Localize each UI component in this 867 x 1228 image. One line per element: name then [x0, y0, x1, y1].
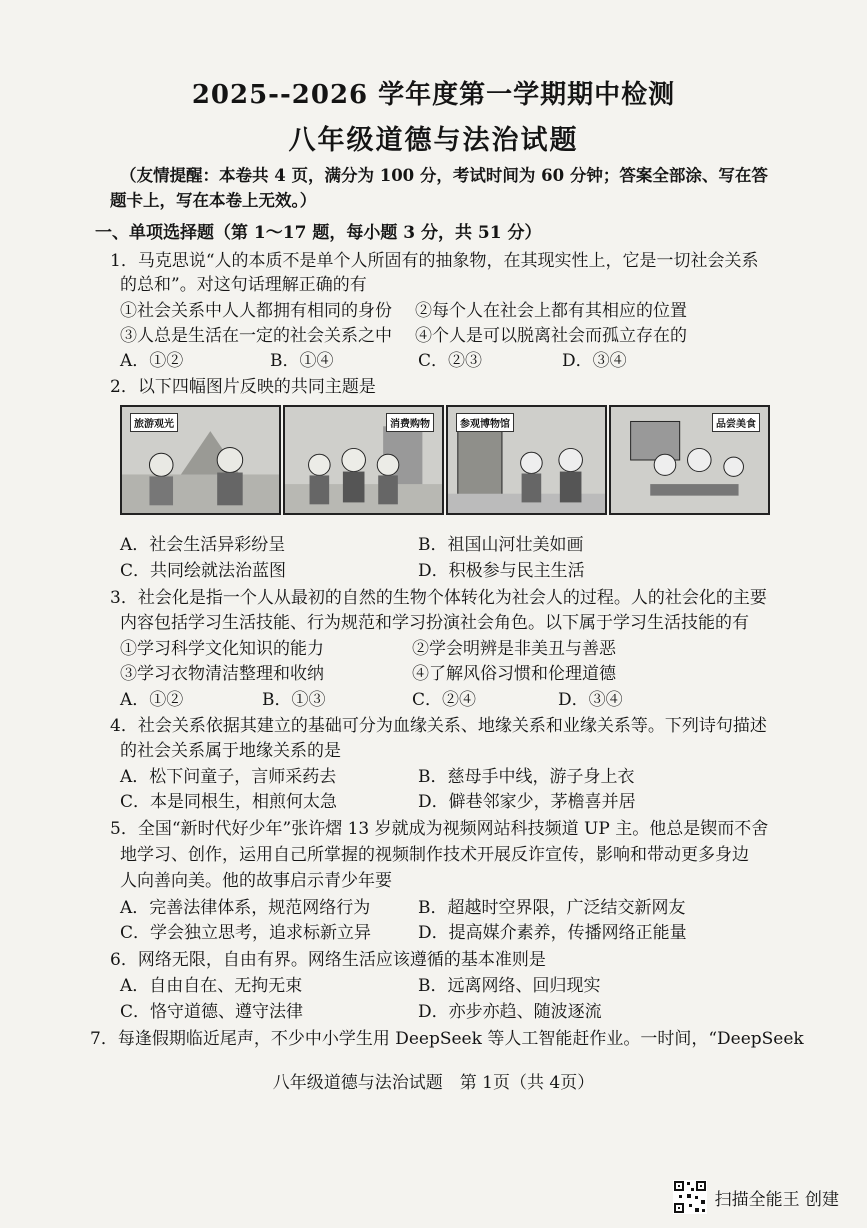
q1-option-b: B．①④ — [270, 351, 334, 371]
q3-stem-line1: 3．社会化是指一个人从最初的自然的生物个体转化为社会人的过程。人的社会化的主要 — [110, 588, 767, 608]
q5-stem-line3: 人向善向美。他的故事启示青少年要 — [120, 871, 392, 891]
q5-option-d: D．提高媒介素养，传播网络正能量 — [418, 923, 687, 943]
q2-picture-3 — [446, 405, 607, 515]
q5-option-c: C．学会独立思考，追求标新立异 — [120, 923, 372, 943]
q1-statement-2: ②每个人在社会上都有其相应的位置 — [415, 301, 687, 321]
exam-title: 2025--2026 学年度第一学期期中检测 — [191, 80, 676, 110]
q3-option-c: C．②④ — [412, 690, 477, 710]
q6-stem: 6．网络无限，自由有界。网络生活应该遵循的基本准则是 — [110, 950, 546, 970]
q5-stem-line2: 地学习、创作，运用自己所掌握的视频制作技术开展反诈宣传，影响和带动更多身边 — [120, 845, 749, 865]
q2-picture-4 — [609, 405, 770, 515]
q2-picture-4-label: 品尝美食 — [712, 413, 760, 432]
q7-stem: 7．每逢假期临近尾声，不少中小学生用 DeepSeek 等人工智能赶作业。一时间，“DeepSeek — [90, 1029, 804, 1049]
q4-stem-line2: 的社会关系属于地缘关系的是 — [120, 741, 341, 761]
q2-picture-strip — [120, 405, 770, 515]
page-footer: 八年级道德与法治试题 第 1页（共 4页） — [272, 1073, 595, 1093]
qr-code-icon — [673, 1180, 707, 1214]
q3-option-a: A．①② — [120, 690, 184, 710]
q2-option-c: C．共同绘就法治蓝图 — [120, 561, 287, 581]
q5-option-b: B．超越时空界限，广泛结交新网友 — [418, 898, 686, 918]
scanner-watermark — [673, 1180, 839, 1214]
scanner-label: 扫描全能王 创建 — [714, 1189, 839, 1210]
q4-option-d: D．僻巷邻家少，茅檐喜并居 — [418, 792, 636, 812]
q2-picture-2 — [283, 405, 444, 515]
q3-option-d: D．③④ — [558, 690, 623, 710]
q4-option-a: A．松下问童子，言师采药去 — [120, 767, 337, 787]
q3-stem-line2: 内容包括学习生活技能、行为规范和学习扮演社会角色。以下属于学习生活技能的有 — [120, 613, 749, 633]
q6-option-c: C．恪守道德、遵守法律 — [120, 1002, 304, 1022]
q6-option-d: D．亦步亦趋、随波逐流 — [418, 1002, 602, 1022]
q2-option-b: B．祖国山河壮美如画 — [418, 535, 584, 555]
q4-option-b: B．慈母手中线，游子身上衣 — [418, 767, 635, 787]
q2-picture-1-label: 旅游观光 — [130, 413, 178, 432]
section-heading: 一、单项选择题（第 1～17 题，每小题 3 分，共 51 分） — [95, 223, 542, 243]
q5-stem-line1: 5．全国“新时代好少年”张许熠 13 岁就成为视频网站科技频道 UP 主。他总是锲而不舍 — [110, 819, 769, 839]
q1-stem-line1: 1．马克思说“人的本质不是单个人所固有的抽象物，在其现实性上，它是一切社会关系 — [110, 251, 759, 271]
q5-option-a: A．完善法律体系，规范网络行为 — [120, 898, 371, 918]
q1-statement-3: ③人总是生活在一定的社会关系之中 — [120, 326, 392, 346]
q2-option-a: A．社会生活异彩纷呈 — [120, 535, 286, 555]
q1-option-d: D．③④ — [562, 351, 627, 371]
q2-picture-3-label: 参观博物馆 — [456, 413, 514, 432]
q3-statement-2: ②学会明辨是非美丑与善恶 — [412, 639, 616, 659]
q1-statement-4: ④个人是可以脱离社会而孤立存在的 — [415, 326, 687, 346]
q2-picture-1 — [120, 405, 281, 515]
q2-option-d: D．积极参与民主生活 — [418, 561, 585, 581]
q4-option-c: C．本是同根生，相煎何太急 — [120, 792, 338, 812]
q6-option-b: B．远离网络、回归现实 — [418, 976, 601, 996]
q3-option-b: B．①③ — [262, 690, 326, 710]
q3-statement-1: ①学习科学文化知识的能力 — [120, 639, 324, 659]
exam-subtitle: 八年级道德与法治试题 — [288, 125, 579, 156]
q3-statement-3: ③学习衣物清洁整理和收纳 — [120, 664, 324, 684]
q6-option-a: A．自由自在、无拘无束 — [120, 976, 303, 996]
q2-stem: 2．以下四幅图片反映的共同主题是 — [110, 377, 376, 397]
q1-option-a: A．①② — [120, 351, 184, 371]
q1-stem-line2: 的总和”。对这句话理解正确的有 — [120, 275, 367, 295]
q1-option-c: C．②③ — [418, 351, 483, 371]
q2-picture-2-label: 消费购物 — [386, 413, 434, 432]
exam-notice: （友情提醒：本卷共 4 页，满分为 100 分，考试时间为 60 分钟；答案全部涂、写在答题卡上，写在本卷上无效。） — [110, 166, 768, 210]
q1-statement-1: ①社会关系中人人都拥有相同的身份 — [120, 301, 392, 321]
q4-stem-line1: 4．社会关系依据其建立的基础可分为血缘关系、地缘关系和业缘关系等。下列诗句描述 — [110, 716, 767, 736]
q3-statement-4: ④了解风俗习惯和伦理道德 — [412, 664, 616, 684]
